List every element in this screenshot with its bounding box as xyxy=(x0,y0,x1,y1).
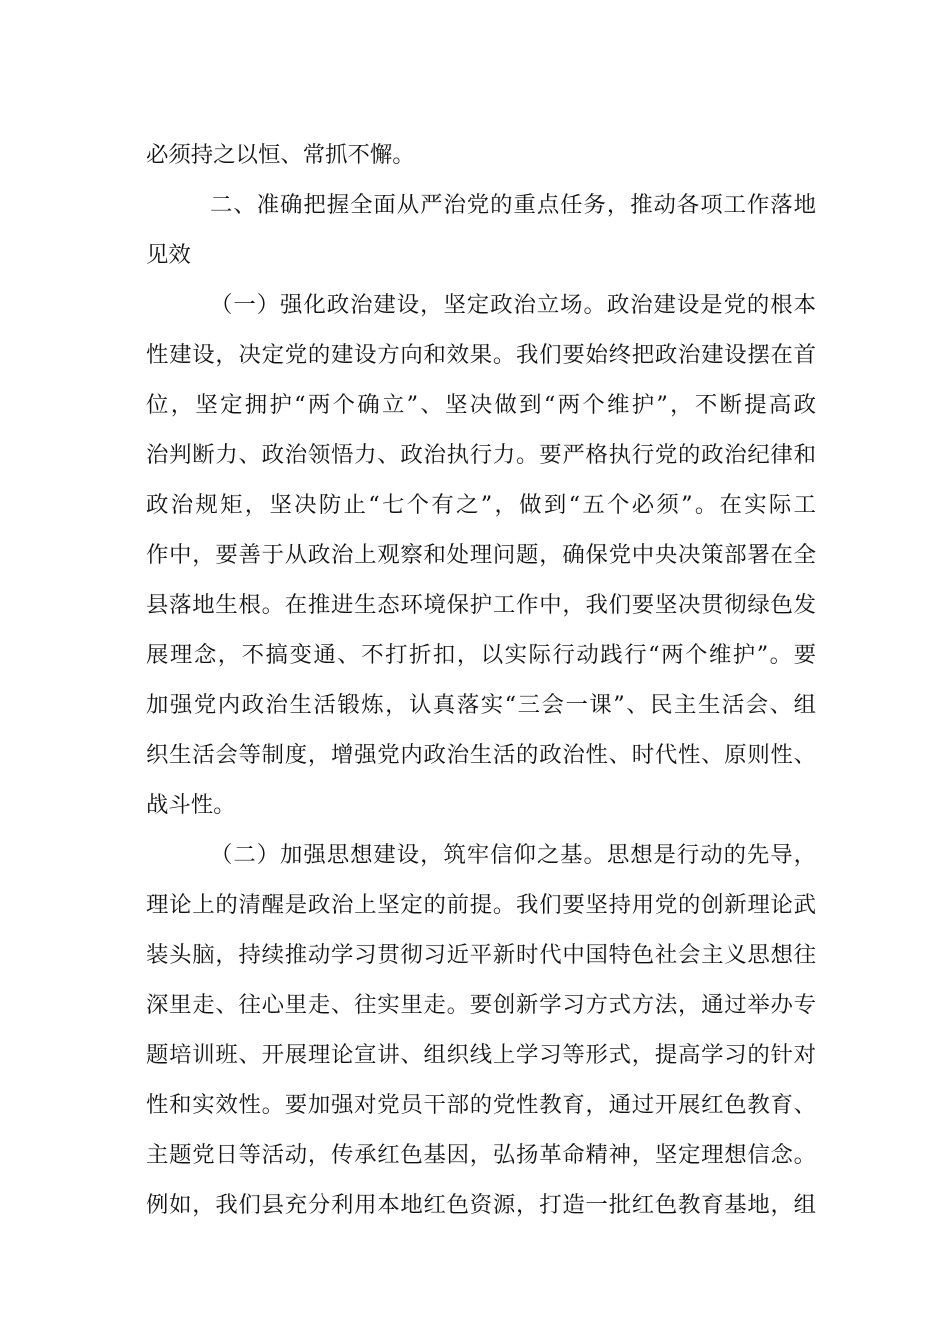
text-line: 深里走、往心里走、往实里走。要创新学习方式方法，通过举办专 xyxy=(146,992,816,1018)
text-line: 理论上的清醒是政治上坚定的前提。我们要坚持用党的创新理论武 xyxy=(146,892,816,918)
text-line: 战斗性。 xyxy=(146,792,236,818)
text-line: 展理念，不搞变通、不打折扣，以实际行动践行“两个维护”。要 xyxy=(146,642,816,668)
text-line: 主题党日等活动，传承红色基因，弘扬革命精神，坚定理想信念。 xyxy=(146,1142,816,1168)
text-line: 作中，要善于从政治上观察和处理问题，确保党中央决策部署在全 xyxy=(146,542,816,568)
paragraph-first-line: （一）强化政治建设，坚定政治立场。政治建设是党的根本 xyxy=(210,292,816,318)
paragraph-first-line: （二）加强思想建设，筑牢信仰之基。思想是行动的先导， xyxy=(210,842,816,868)
text-line: 装头脑，持续推动学习贯彻习近平新时代中国特色社会主义思想往 xyxy=(146,942,816,968)
text-line: 必须持之以恒、常抓不懈。 xyxy=(146,142,415,168)
text-line: 加强党内政治生活锻炼，认真落实“三会一课”、民主生活会、组 xyxy=(146,692,816,718)
text-line: 治判断力、政治领悟力、政治执行力。要严格执行党的政治纪律和 xyxy=(146,442,816,468)
paragraph-first-line: 二、准确把握全面从严治党的重点任务，推动各项工作落地 xyxy=(210,192,816,218)
text-line: 政治规矩，坚决防止“七个有之”，做到“五个必须”。在实际工 xyxy=(146,492,816,518)
body-text xyxy=(146,130,816,1230)
text-line: 题培训班、开展理论宣讲、组织线上学习等形式，提高学习的针对 xyxy=(146,1042,816,1068)
text-line: 织生活会等制度，增强党内政治生活的政治性、时代性、原则性、 xyxy=(146,742,816,768)
text-line: 性建设，决定党的建设方向和效果。我们要始终把政治建设摆在首 xyxy=(146,342,816,368)
text-line: 性和实效性。要加强对党员干部的党性教育，通过开展红色教育、 xyxy=(146,1092,816,1118)
text-line: 见效 xyxy=(146,242,191,268)
text-line: 县落地生根。在推进生态环境保护工作中，我们要坚决贯彻绿色发 xyxy=(146,592,816,618)
text-line: 例如，我们县充分利用本地红色资源，打造一批红色教育基地，组 xyxy=(146,1192,816,1218)
text-line: 位，坚定拥护“两个确立”、坚决做到“两个维护”，不断提高政 xyxy=(146,392,816,418)
